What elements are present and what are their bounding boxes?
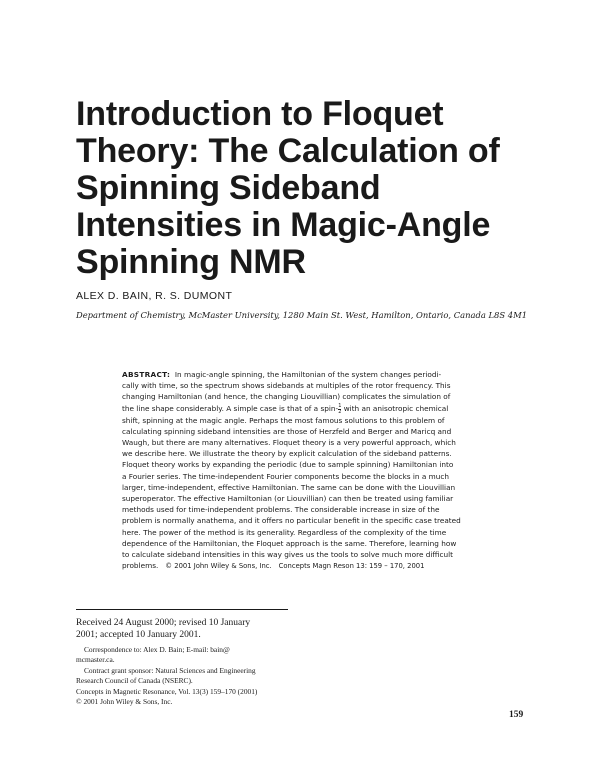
- title-line: Spinning NMR: [76, 243, 306, 281]
- spin-fraction: $\frac{1}{2}$: [338, 402, 342, 415]
- abstract-line: ABSTRACT: In magic-angle spinning, the Hamiltonian of the system changes periodi-: [122, 370, 442, 379]
- received-dates: Received 24 August 2000; revised 10 January 2001; accepted 10 January 2001.: [76, 618, 251, 640]
- title-line: Theory: The Calculation of: [76, 132, 500, 170]
- abstract-line: we describe here. We illustrate the theory by explicit calculation of the sideband patterns.: [122, 449, 452, 459]
- title-line: Spinning Sideband: [76, 169, 381, 207]
- abstract-label: ABSTRACT:: [122, 370, 171, 379]
- title-line: Intensities in Magic-Angle: [76, 206, 491, 244]
- abstract-line: changing Hamiltonian (and hence, the changing Liouvillian) complicates the simulation of: [122, 392, 451, 402]
- journal-citation: Concepts in Magnetic Resonance, Vol. 13(3) 159–170 (2001): [76, 687, 258, 696]
- abstract-line: calculating spinning sideband intensities are those of Herzfeld and Berger and Maricq and: [122, 426, 452, 436]
- title-line: Introduction to Floquet: [76, 95, 444, 133]
- abstract-line: here. The power of the method is its generality. Regardless of the complexity of the time: [122, 527, 447, 537]
- authors: ALEX D. BAIN, R. S. DUMONT: [76, 290, 233, 302]
- abstract-line: the line shape considerably. A simple case is that of a spin- $\frac{1}{2}$ with an anisotropic chemical: [122, 402, 449, 415]
- page-number: 159: [509, 710, 524, 720]
- abstract-line: methods used for time-independent problems. The considerable increase in size of the: [122, 505, 440, 515]
- abstract-line: dependence of the Hamiltonian, the Floquet approach is the same. Therefore, learning how: [122, 538, 457, 548]
- footnote-divider: [76, 609, 288, 610]
- abstract-line: problem is normally anathema, and it offers no particular benefit in the specific case treated: [122, 516, 461, 526]
- abstract-line: Floquet theory works by expanding the periodic (due to sample spinning) Hamiltonian into: [122, 460, 454, 470]
- abstract-line: larger, time-independent, effective Hamiltonian. The same can be done with the Liouvillian: [122, 482, 456, 492]
- abstract-copyright: © 2001 John Wiley & Sons, Inc.: [165, 562, 272, 571]
- abstract: [122, 369, 532, 572]
- publisher-copyright: © 2001 John Wiley & Sons, Inc.: [76, 696, 173, 706]
- abstract-line: Waugh, but there are many alternatives. Floquet theory is a very powerful approach, which: [122, 438, 456, 448]
- abstract-citation: Concepts Magn Reson 13: 159 – 170, 2001: [278, 562, 425, 571]
- abstract-line: to calculate sideband intensities in this way gives us the tools to solve much more difficult: [122, 550, 454, 560]
- abstract-line: shift, spinning at the magic angle. Perhaps the most famous solutions to this problem of: [122, 415, 445, 425]
- abstract-line: problems. © 2001 John Wiley & Sons, Inc. Concepts Magn Reson 13: 159 – 170, 2001: [122, 561, 425, 571]
- grant-sponsor: Contract grant sponsor: Natural Sciences and Engineering Research Council of Canada (NSERC).: [76, 666, 256, 685]
- abstract-line: a Fourier series. The time-independent Fourier components become the blocks in a much: [122, 471, 450, 481]
- correspondence: Correspondence to: Alex D. Bain; E-mail: bain@ mcmaster.ca.: [76, 645, 230, 664]
- article-title: [76, 96, 556, 281]
- abstract-line: superoperator. The effective Hamiltonian (or Liouvillian) can then be treated using familiar: [122, 494, 454, 504]
- abstract-line: cally with time, so the spectrum shows sidebands at multiples of the rotor frequency. This: [122, 381, 451, 391]
- journal-info: [76, 687, 296, 706]
- affiliation: Department of Chemistry, McMaster University, 1280 Main St. West, Hamilton, Ontario, Canada L8S 4M1: [76, 310, 528, 320]
